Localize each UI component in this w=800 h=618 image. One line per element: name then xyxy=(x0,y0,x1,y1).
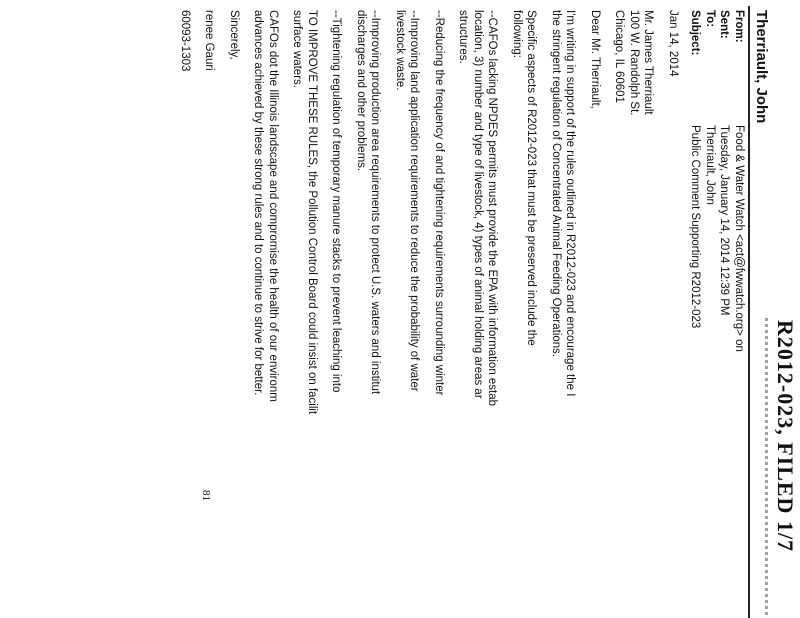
address-line: Mr. James Therriault xyxy=(642,10,655,115)
sent-value: Tuesday, January 14, 2014 12:39 PM xyxy=(718,125,731,316)
signer-zip: 60093-1303 xyxy=(179,10,191,72)
email-header xyxy=(688,10,746,618)
letter-body xyxy=(168,10,681,616)
filing-stamp: R2012-023, FILED 1/7 xyxy=(773,320,798,553)
from-label: From: xyxy=(733,10,745,43)
list-item: --Improving production area requirements to protect U.S. waters and institut discharges and other problems. xyxy=(355,10,382,395)
to-row xyxy=(703,10,718,618)
specific-aspects-paragraph: Specific aspects of R2012-023 that must be preserved include the following: xyxy=(511,10,538,346)
address-line: 100 W. Randolph St. xyxy=(628,10,640,116)
subject-value: Public Comment Supporting R2012-023 xyxy=(689,125,702,329)
sender-name: Therriault, John xyxy=(753,10,770,124)
letter-date: Jan 14, 2014 xyxy=(667,10,679,77)
to-label: To: xyxy=(704,10,716,28)
subject-row xyxy=(688,10,703,618)
subject-label: Subject: xyxy=(689,10,702,56)
list-item: --Reducing the frequency of and tightening requirements surrounding winter xyxy=(433,10,445,396)
from-row xyxy=(732,10,747,618)
sent-label: Sent: xyxy=(718,10,731,39)
list-item: --Improving land application requirements to reduce the probability of water livestock waste. xyxy=(394,10,421,392)
salutation: Dear Mr. Therriault, xyxy=(589,10,601,109)
list-item: --CAFOs lacking NPDES permits must provide the EPA with information estab location, 3) number and type of livestock, 4) types of animal holding areas ar structures. xyxy=(457,10,499,407)
to-value: Therriault, John xyxy=(704,125,716,205)
sent-row xyxy=(717,10,732,618)
address-line: Chicago, IL 60601 xyxy=(613,10,626,103)
signoff: Sincerely, xyxy=(228,10,240,60)
improve-paragraph: TO IMPROVE THESE RULES, the Pollution Control Board could insist on facilit surface waters. xyxy=(291,10,318,415)
header-divider xyxy=(748,6,750,618)
recipient-address xyxy=(612,10,656,616)
signer-name: renee Gauri xyxy=(203,10,216,71)
page-number: 81 xyxy=(200,490,212,501)
intro-paragraph: I'm writing in support of the rules outlined in R2012-023 and encourage the I the stringent regulation of Concentrated Animal Feeding Operations. xyxy=(550,10,577,397)
closing-paragraph: CAFOs dot the Illinois landscape and compromise the health of our environm advances achieved by these strong rules and to continue to strive for better. xyxy=(252,10,279,402)
list-item: --Tightening regulation of temporary manure stacks to prevent leaching into xyxy=(330,10,343,393)
stamp-underline xyxy=(765,318,768,618)
from-value: Food & Water Watch <act@fwwatch.org> on xyxy=(733,125,745,352)
